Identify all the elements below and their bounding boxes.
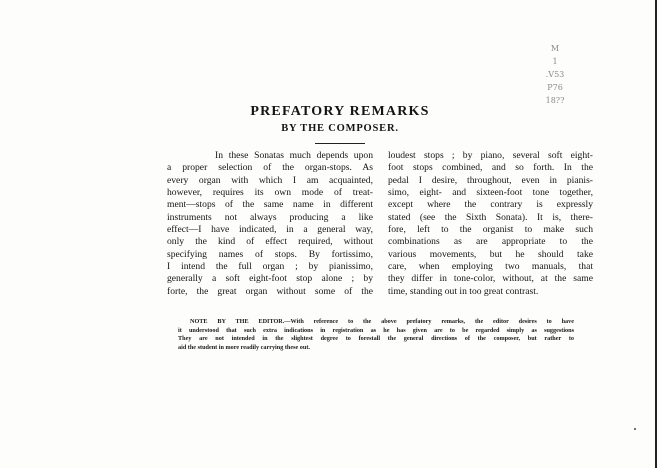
text-line: time, standing out in too great contrast.: [388, 285, 539, 297]
page-speck: [634, 428, 636, 430]
margin-note: 1: [552, 57, 558, 66]
text-line: except where the contrary is expressly: [388, 199, 593, 211]
right-text-column: [388, 150, 593, 298]
text-line: every organ with which I am acquainted,: [167, 174, 373, 186]
note-line: it understood that such extra indications in registration as he has given are to be regarded simply as suggestions: [178, 326, 574, 334]
title-divider: [315, 143, 365, 144]
left-text-column: [167, 150, 373, 298]
text-line: stated (see the Sixth Sonata). It is, there-: [388, 211, 593, 223]
text-line: combinations as are appropriate to the: [388, 236, 593, 248]
text-line: I intend the full organ ; by pianissimo,: [167, 261, 373, 273]
text-line: generally a soft eight-foot stop alone ; by: [167, 273, 373, 285]
text-line: forte, the great organ without some of the: [167, 285, 373, 297]
pencil-margin-notes: [530, 42, 580, 107]
text-line: however, requires its own mode of treat-: [167, 187, 373, 199]
text-line: a proper selection of the organ-stops. As: [167, 162, 373, 174]
margin-note: 18??: [545, 96, 565, 105]
margin-note: P76: [547, 83, 563, 92]
note-line: aid the student in more readily carrying these out.: [178, 344, 310, 352]
margin-note: M: [550, 44, 560, 53]
note-line: They are not intended in the slightest degree to forestall the general directions of the composer, but rather to: [178, 335, 574, 343]
page-title: PREFATORY REMARKS: [250, 104, 430, 119]
text-line: various movements, but he should take: [388, 248, 593, 260]
editor-note: [178, 318, 574, 353]
text-line: loudest stops ; by piano, several soft eight-: [388, 150, 593, 161]
text-line: instruments not always producing a like: [167, 211, 373, 223]
text-line: specifying names of stops. By fortissimo,: [167, 248, 373, 260]
margin-note: .V53: [545, 70, 565, 79]
text-line: foot stops combined, and so forth. In the: [388, 162, 593, 174]
text-line: In these Sonatas much depends upon: [215, 150, 373, 161]
text-line: effect—I have indicated, in a general way,: [167, 224, 373, 236]
page-subtitle: BY THE COMPOSER.: [281, 123, 399, 134]
text-line: pedal I desire, throughout, even in pianis-: [388, 174, 593, 186]
text-line: only the kind of effect required, without: [167, 236, 373, 248]
text-line: simo, eight- and sixteen-foot tone together,: [388, 187, 593, 199]
note-line: NOTE BY THE EDITOR.—With reference to the above prefatory remarks, the editor desires to have: [190, 318, 574, 325]
scan-edge-border: [655, 0, 657, 468]
text-line: care, when employing two manuals, that: [388, 261, 593, 273]
text-line: ment—stops of the same name in different: [167, 199, 373, 211]
text-line: fore, left to the organist to make such: [388, 224, 593, 236]
text-line: they differ in tone-color, without, at the same: [388, 273, 593, 285]
